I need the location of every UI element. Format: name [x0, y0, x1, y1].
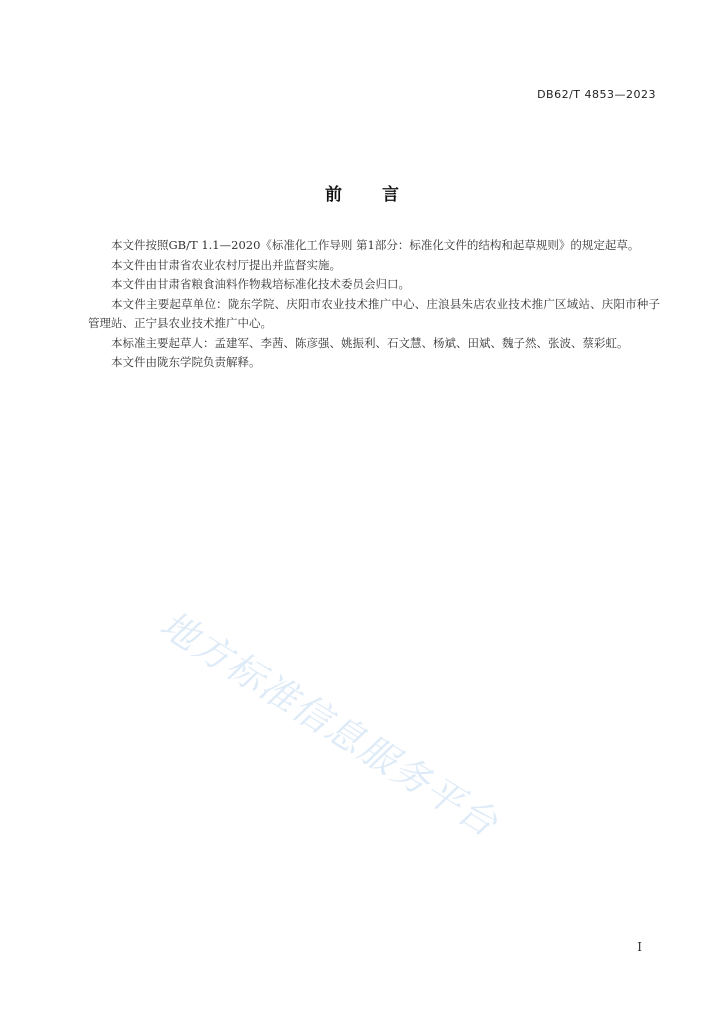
foreword-body: [88, 236, 660, 373]
paragraph-proposer: 本文件由甘肃省农业农村厅提出并监督实施。: [111, 257, 341, 272]
paragraph-drafting-units: 本文件主要起草单位：陇东学院、庆阳市农业技术推广中心、庄浪县朱店农业技术推广区域站、庆阳市种子管理站、正宁县农业技术推广中心。: [88, 296, 660, 330]
paragraph-interpretation: 本文件由陇东学院负责解释。: [111, 355, 261, 369]
document-code: DB62/T 4853—2023: [537, 88, 656, 101]
paragraph-drafting-rules: 本文件按照GB/T 1.1—2020《标准化工作导则 第1部分：标准化文件的结构和起草规则》的规定起草。: [111, 238, 640, 252]
paragraph-committee: 本文件由甘肃省粮食油料作物栽培标准化技术委员会归口。: [111, 277, 410, 291]
paragraph-drafters: 本标准主要起草人：孟建军、李茜、陈彦强、姚振利、石文慧、杨斌、田斌、魏子然、张波、蔡彩虹。: [111, 335, 629, 350]
page-number: I: [637, 940, 642, 954]
watermark-text: 地方标准信息服务平台: [152, 602, 506, 846]
page-title: 前言: [325, 185, 439, 205]
